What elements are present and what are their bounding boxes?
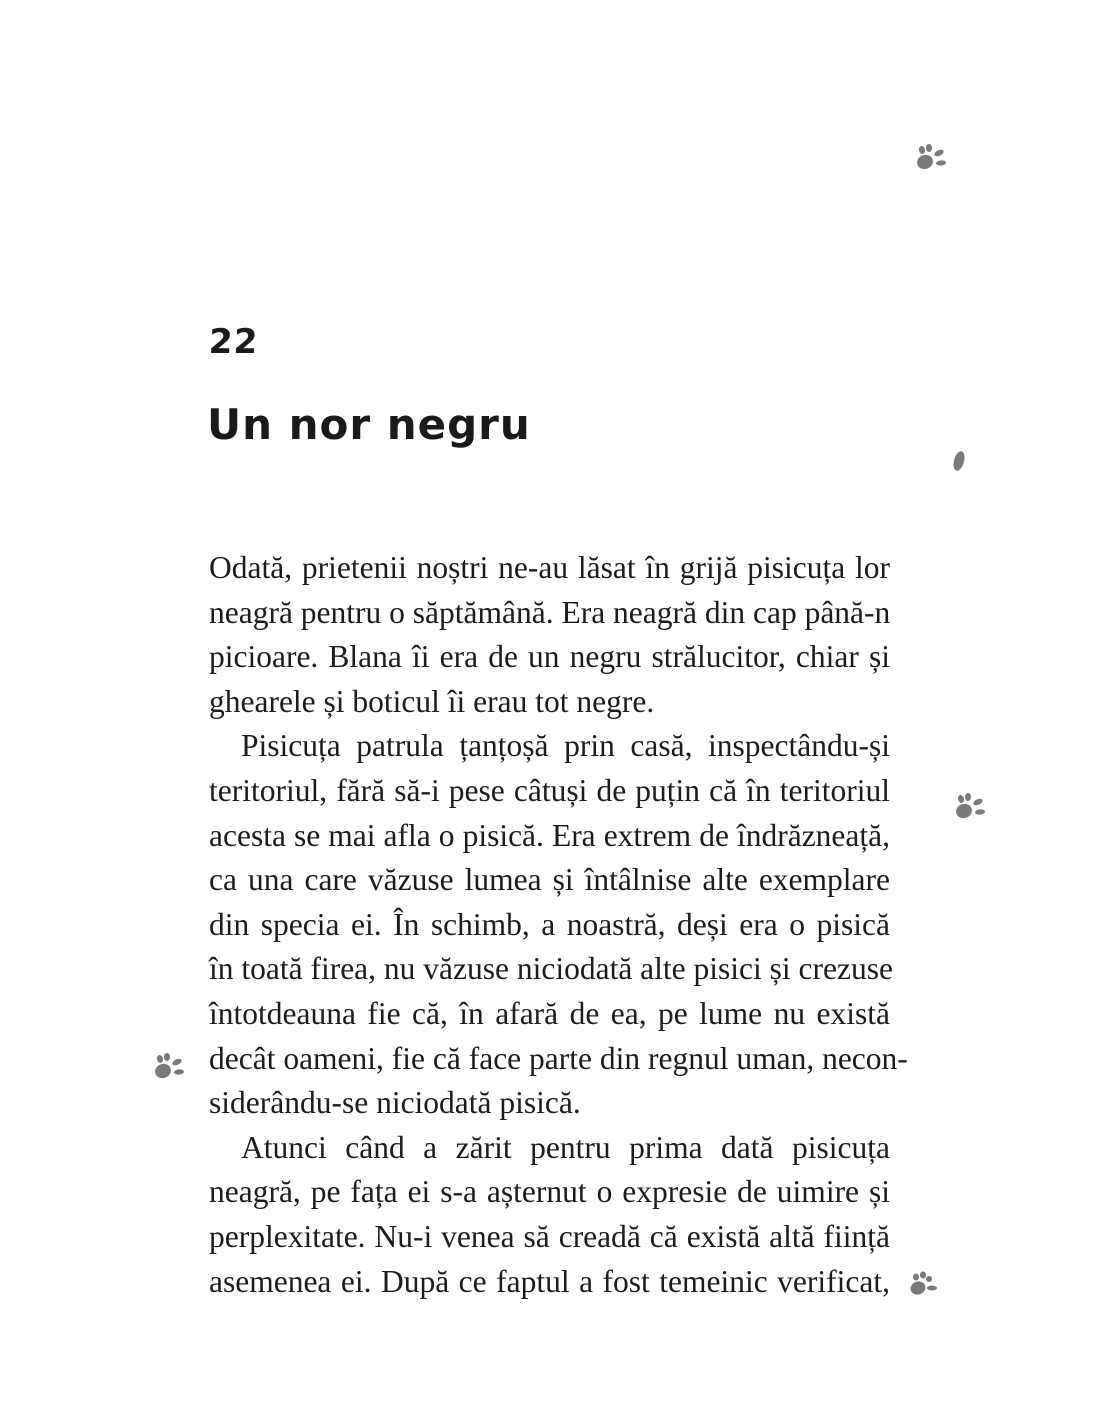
chapter-number: 22 (207, 322, 260, 362)
paw-print-icon (908, 1270, 940, 1298)
paragraph (209, 724, 908, 1125)
text-line: Pisicuța patrula țanțoșă prin casă, inspectându-și (241, 728, 890, 764)
text-line: Odată, prietenii noștri ne-au lăsat în grijă pisicuța lor (209, 550, 890, 585)
text-line: ghearele și boticul îi erau tot negre. (209, 683, 655, 719)
paw-print-icon (954, 792, 988, 822)
paw-pad-icon (951, 448, 967, 474)
paragraph (209, 546, 890, 724)
text-line: neagră, pe fața ei s-a așternut o expresie de uimire și (209, 1174, 890, 1210)
text-line: ca una care văzuse lumea și întâlnise alte exemplare (209, 862, 890, 898)
chapter-body (209, 546, 908, 1304)
text-line: siderându-se niciodată pisică. (209, 1085, 581, 1121)
text-line: întotdeauna fie că, în afară de ea, pe lume nu există (209, 995, 890, 1031)
text-line: Atunci când a zărit pentru prima dată pisicuța (241, 1129, 890, 1165)
text-line: din specia ei. În schimb, a noastră, deși era o pisică (209, 906, 890, 942)
paragraph (209, 1126, 890, 1304)
text-line: decât oameni, fie că face parte din regnul uman, necon- (209, 1040, 908, 1076)
paw-print-icon (153, 1052, 187, 1082)
text-line: asemenea ei. După ce faptul a fost temeinic verificat, (209, 1263, 890, 1299)
text-line: acesta se mai afla o pisică. Era extrem de îndrăzneață, (209, 817, 890, 853)
text-line: perplexitate. Nu-i venea să creadă că există altă ființă (209, 1218, 890, 1254)
text-line: în toată firea, nu văzuse niciodată alte pisici și crezuse (209, 951, 893, 987)
paw-print-icon (915, 143, 949, 173)
chapter-title: Un nor negru (207, 400, 531, 449)
text-line: picioare. Blana îi era de un negru strălucitor, chiar și (209, 639, 890, 675)
text-line: neagră pentru o săptămână. Era neagră din cap până-n (209, 594, 891, 630)
text-line: teritoriul, fără să-i pese câtuși de puțin că în teritoriul (209, 772, 890, 808)
